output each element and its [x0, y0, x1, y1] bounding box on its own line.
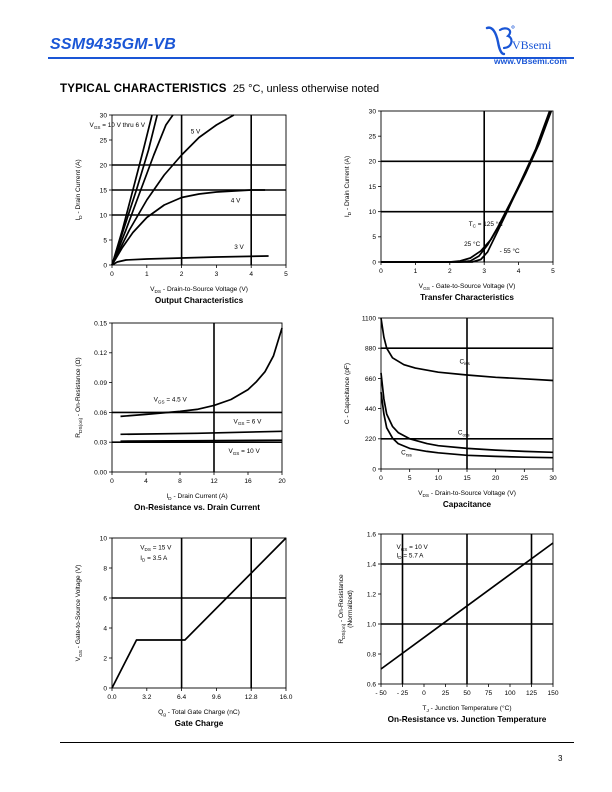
- y-tick-label: 0.6: [366, 681, 376, 689]
- x-axis-label: $V_{DS}$ - Drain-to-Source Voltage (V): [150, 286, 248, 295]
- y-tick-label: 25: [368, 133, 376, 141]
- x-tick-label: 150: [547, 690, 559, 697]
- y-tick-label: 20: [368, 158, 376, 166]
- x-axis-label: $Q_g$ - Total Gate Charge (nC): [158, 709, 240, 718]
- data-annotation: $I_D = 3.5$ A: [140, 554, 168, 563]
- x-tick-label: 9.6: [211, 694, 221, 701]
- x-axis-label: $I_D$ - Drain Current (A): [166, 493, 228, 502]
- y-tick-label: 5: [103, 237, 107, 245]
- y-tick-label: 15: [368, 183, 376, 191]
- y-tick-label: 0: [372, 259, 376, 267]
- x-tick-label: 3.2: [142, 694, 152, 701]
- data-annotation: $V_{GS} = 10$ V: [396, 544, 428, 552]
- y-tick-label: 10: [99, 535, 107, 543]
- y-tick-label: 20: [99, 162, 107, 170]
- x-tick-label: - 50: [375, 690, 387, 697]
- data-annotation: $V_{DS} = 15$ V: [140, 544, 172, 553]
- x-tick-label: 0: [379, 268, 383, 275]
- y-tick-label: 1.4: [366, 561, 376, 569]
- y-tick-label: 10: [368, 209, 376, 217]
- series-line: [381, 111, 550, 262]
- x-tick-label: 2: [179, 271, 184, 278]
- data-annotation: $C_{rss}$: [401, 449, 412, 458]
- y-tick-label: 440: [364, 406, 376, 413]
- x-tick-label: 10: [434, 475, 443, 482]
- y-tick-label: 10: [99, 212, 107, 220]
- x-tick-label: 0.0: [107, 694, 117, 701]
- x-tick-label: 0: [110, 478, 114, 485]
- data-annotation: - 55 °C: [499, 247, 520, 255]
- x-tick-label: 2: [447, 268, 452, 275]
- x-tick-label: 3: [482, 268, 487, 275]
- y-tick-label: 8: [103, 565, 107, 573]
- on-resistance-vs-drain-current-chart: [68, 297, 302, 527]
- x-tick-label: 25: [520, 475, 529, 482]
- x-tick-label: 5: [407, 475, 412, 482]
- y-tick-label: 0: [372, 466, 376, 474]
- data-annotation: $V_{GS} = 4.5$ V: [153, 396, 187, 405]
- y-tick-label: 6: [103, 595, 107, 603]
- chart-title: Transfer Characteristics: [420, 293, 514, 302]
- y-tick-label: 660: [364, 375, 376, 383]
- data-annotation: $V_{GS} = 10$ V: [228, 448, 260, 457]
- x-tick-label: 50: [463, 690, 471, 697]
- y-tick-label: 5: [372, 234, 376, 242]
- y-tick-label: 0.06: [94, 409, 107, 417]
- data-annotation: $V_{GS} = 6$ V: [233, 418, 262, 427]
- x-tick-label: 20: [491, 475, 500, 482]
- y-tick-label: 15: [99, 187, 107, 195]
- x-tick-label: 1: [144, 271, 149, 278]
- y-axis-label: C - Capacitance (pF): [344, 362, 351, 425]
- x-tick-label: 30: [549, 475, 557, 482]
- y-axis-label: $I_D$ - Drain Current (A): [344, 155, 353, 218]
- part-number: SSM9435GM-VB: [50, 36, 176, 53]
- y-tick-label: 220: [364, 436, 376, 444]
- chart-title: On-Resistance vs. Drain Current: [133, 503, 261, 512]
- y-tick-label: 0: [103, 685, 107, 693]
- capacitance-chart: [337, 292, 573, 522]
- y-tick-label: 25: [99, 137, 107, 145]
- x-tick-label: 0: [422, 690, 426, 697]
- x-tick-label: 8: [178, 478, 182, 485]
- x-tick-label: 5: [551, 268, 555, 275]
- x-tick-label: 125: [525, 690, 538, 697]
- x-tick-label: 4: [249, 271, 254, 278]
- y-tick-label: 1.0: [366, 621, 376, 629]
- series-line: [112, 256, 269, 265]
- x-axis-label: $V_{GS}$ - Gate-to-Source Voltage (V): [418, 283, 516, 292]
- y-axis-label: $I_D$ - Drain Current (A): [75, 159, 84, 221]
- y-tick-label: 0.00: [94, 469, 107, 477]
- plot-frame: [112, 538, 286, 688]
- x-tick-label: 3: [214, 271, 219, 278]
- y-axis-label: $V_{GS}$ - Gate-to-Source Voltage (V): [75, 564, 84, 662]
- y-axis-label: $R_{DS(on)}$ - On-Resistance: [338, 574, 347, 644]
- data-annotation: $V_{GS} = 10$ V thru 6 V: [89, 122, 146, 130]
- series-line: [112, 190, 265, 265]
- chart-title: Capacitance: [442, 500, 492, 509]
- x-tick-label: 12.8: [244, 694, 258, 701]
- website-link[interactable]: www.VBsemi.com: [494, 56, 567, 66]
- footer-rule: [60, 742, 574, 743]
- page-number: 3: [558, 754, 563, 763]
- data-annotation: $C_{iss}$: [459, 358, 470, 367]
- x-axis-label: $V_{DS}$ - Drain-to-Source Voltage (V): [418, 490, 516, 499]
- x-tick-label: 0: [379, 475, 383, 482]
- y-axis-label-2: (Normalized): [347, 590, 354, 628]
- x-tick-label: - 25: [396, 690, 409, 697]
- y-tick-label: 30: [99, 112, 107, 120]
- chart-title: Output Characteristics: [154, 296, 244, 305]
- x-tick-label: 1: [413, 268, 418, 275]
- brand-name: VBsemi: [512, 38, 552, 52]
- section-title: TYPICAL CHARACTERISTICS: [60, 83, 227, 95]
- y-axis-label: $R_{DS(on)}$ - On-Resistance (Ω): [75, 357, 84, 438]
- x-tick-label: 20: [278, 478, 286, 485]
- x-tick-label: 0: [110, 271, 114, 278]
- x-tick-label: 25: [441, 690, 450, 697]
- data-annotation: 3 V: [234, 244, 244, 251]
- section-condition: 25 °C, unless otherwise noted: [232, 83, 380, 95]
- output-characteristics-chart: [75, 89, 316, 319]
- y-tick-label: 0.15: [94, 320, 107, 328]
- data-annotation: $I_D = 5.7$ A: [396, 552, 424, 561]
- chart-title: On-Resistance vs. Junction Temperature: [387, 715, 547, 724]
- x-tick-label: 100: [504, 690, 516, 697]
- y-tick-label: 0.03: [94, 439, 107, 447]
- y-tick-label: 880: [364, 345, 376, 353]
- y-tick-label: 2: [103, 655, 107, 663]
- x-tick-label: 6.4: [177, 694, 187, 701]
- series-line: [381, 111, 550, 262]
- x-tick-label: 4: [516, 268, 521, 275]
- series-line: [121, 431, 283, 434]
- x-tick-label: 75: [484, 690, 493, 697]
- plot-frame: [381, 111, 553, 262]
- transfer-characteristics-chart: [341, 85, 573, 315]
- x-tick-label: 15: [463, 475, 471, 482]
- data-annotation: $C_{oss}$: [457, 429, 470, 438]
- data-annotation: 4 V: [230, 197, 241, 205]
- data-annotation: $T_C = 125$ °C: [468, 220, 503, 229]
- y-tick-label: 30: [368, 108, 376, 116]
- y-tick-label: 0.09: [94, 380, 107, 387]
- series-line: [121, 440, 283, 441]
- x-tick-label: 12: [210, 478, 218, 485]
- gate-charge-chart: [72, 512, 306, 742]
- data-annotation: 25 °C: [464, 240, 481, 248]
- y-tick-label: 0.8: [366, 651, 376, 659]
- data-annotation: 5 V: [190, 128, 201, 136]
- y-tick-label: 0.12: [94, 350, 107, 358]
- series-line: [121, 328, 283, 416]
- y-tick-label: 1100: [361, 315, 376, 323]
- on-resistance-vs-junction-temperature-chart: [335, 508, 575, 738]
- y-tick-label: 4: [103, 625, 107, 633]
- y-tick-label: 0: [103, 262, 107, 270]
- series-line: [112, 538, 286, 688]
- x-axis-label: $T_J$ - Junction Temperature (°C): [422, 705, 512, 714]
- y-tick-label: 1.6: [366, 531, 376, 539]
- series-line: [381, 111, 551, 262]
- x-tick-label: 16.0: [279, 694, 293, 701]
- x-tick-label: 16: [244, 478, 252, 485]
- y-tick-label: 1.2: [366, 591, 376, 599]
- x-tick-label: 4: [144, 478, 148, 485]
- chart-title: Gate Charge: [174, 719, 224, 728]
- x-tick-label: 5: [284, 271, 288, 278]
